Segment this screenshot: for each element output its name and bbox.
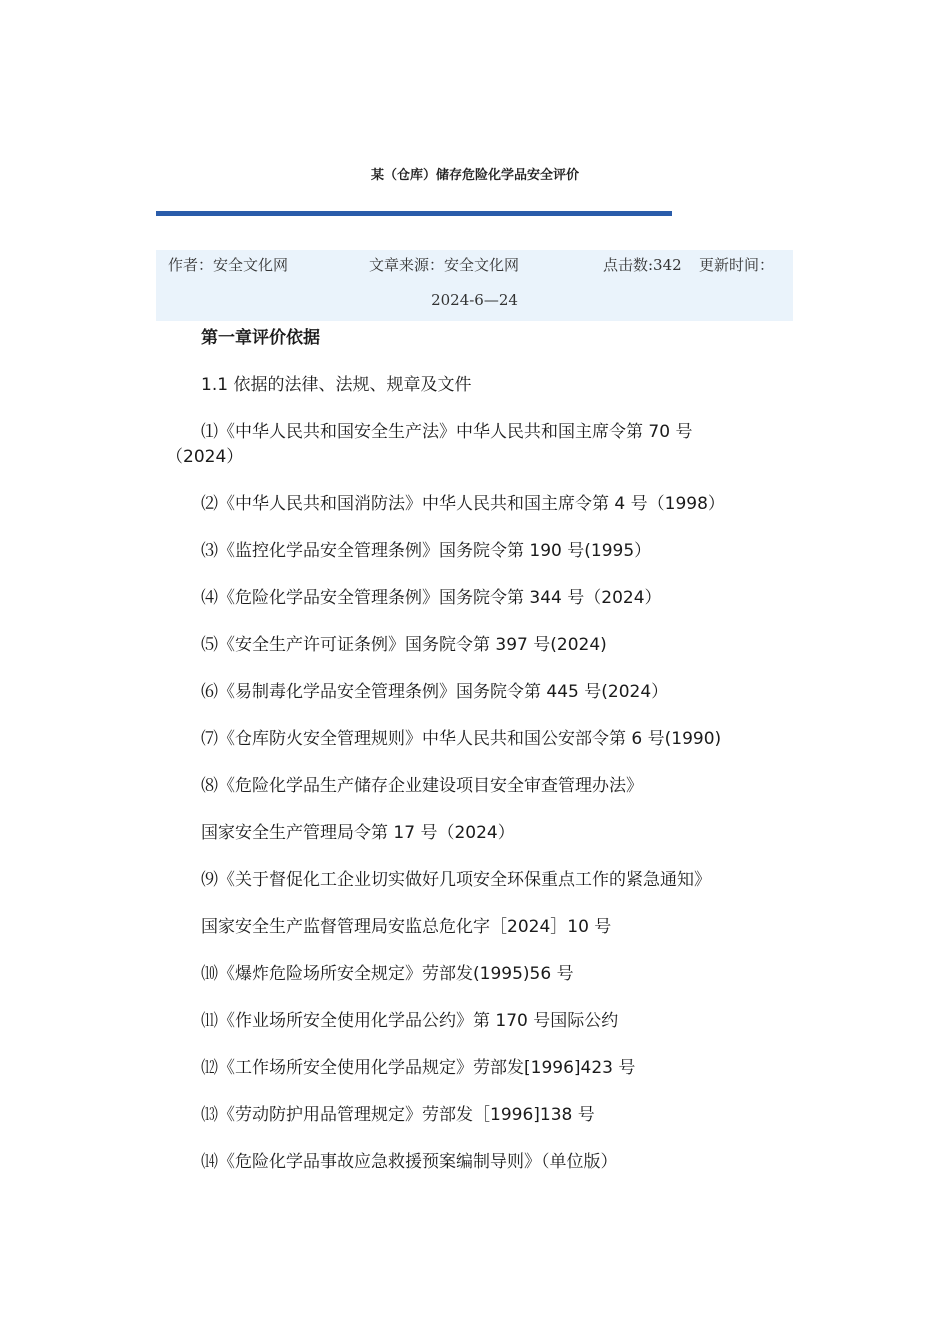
list-item: ⑷《危险化学品安全管理条例》国务院令第 344 号（2024） (201, 588, 662, 608)
list-item: ⒀《劳动防护用品管理规定》劳部发［1996]138 号 (201, 1105, 595, 1125)
chapter-heading: 第一章评价依据 (201, 328, 320, 348)
list-item: ⑽《爆炸危险场所安全规定》劳部发(1995)56 号 (201, 964, 574, 984)
meta-clicks: 点击数:342 (603, 256, 682, 274)
list-item: ⑹《易制毒化学品安全管理条例》国务院令第 445 号(2024） (201, 682, 669, 702)
meta-date: 2024-6—24 (431, 291, 518, 309)
list-item: 国家安全生产管理局令第 17 号（2024） (201, 823, 515, 843)
title-divider (156, 211, 672, 216)
article-meta (156, 250, 793, 321)
list-item: ⑵《中华人民共和国消防法》中华人民共和国主席令第 4 号（1998） (201, 494, 725, 514)
list-item: ⒁《危险化学品事故应急救援预案编制导则》（单位版） (201, 1152, 618, 1172)
list-item: ⑴《中华人民共和国安全生产法》中华人民共和国主席令第 70 号（2024） (166, 422, 693, 467)
meta-source: 文章来源：安全文化网 (369, 256, 520, 274)
list-item: ⑾《作业场所安全使用化学品公约》第 170 号国际公约 (201, 1011, 619, 1031)
list-item: ⑺《仓库防火安全管理规则》中华人民共和国公安部令第 6 号(1990) (201, 729, 722, 749)
section-heading: 1.1 依据的法律、法规、规章及文件 (201, 375, 472, 395)
list-item: ⑶《监控化学品安全管理条例》国务院令第 190 号(1995） (201, 541, 652, 561)
list-item: 国家安全生产监督管理局安监总危化字［2024］10 号 (201, 917, 612, 937)
list-item: ⑿《工作场所安全使用化学品规定》劳部发[1996]423 号 (201, 1058, 636, 1078)
list-item: ⑸《安全生产许可证条例》国务院令第 397 号(2024) (201, 635, 607, 655)
article-title: 某（仓库）储存危险化学品安全评价 (370, 168, 579, 183)
list-item: ⑼《关于督促化工企业切实做好几项安全环保重点工作的紧急通知》 (201, 870, 711, 890)
meta-update-label: 更新时间： (699, 256, 775, 274)
list-item: ⑻《危险化学品生产储存企业建设项目安全审查管理办法》 (201, 776, 643, 796)
article-body (166, 322, 776, 1175)
meta-author: 作者：安全文化网 (168, 256, 289, 274)
